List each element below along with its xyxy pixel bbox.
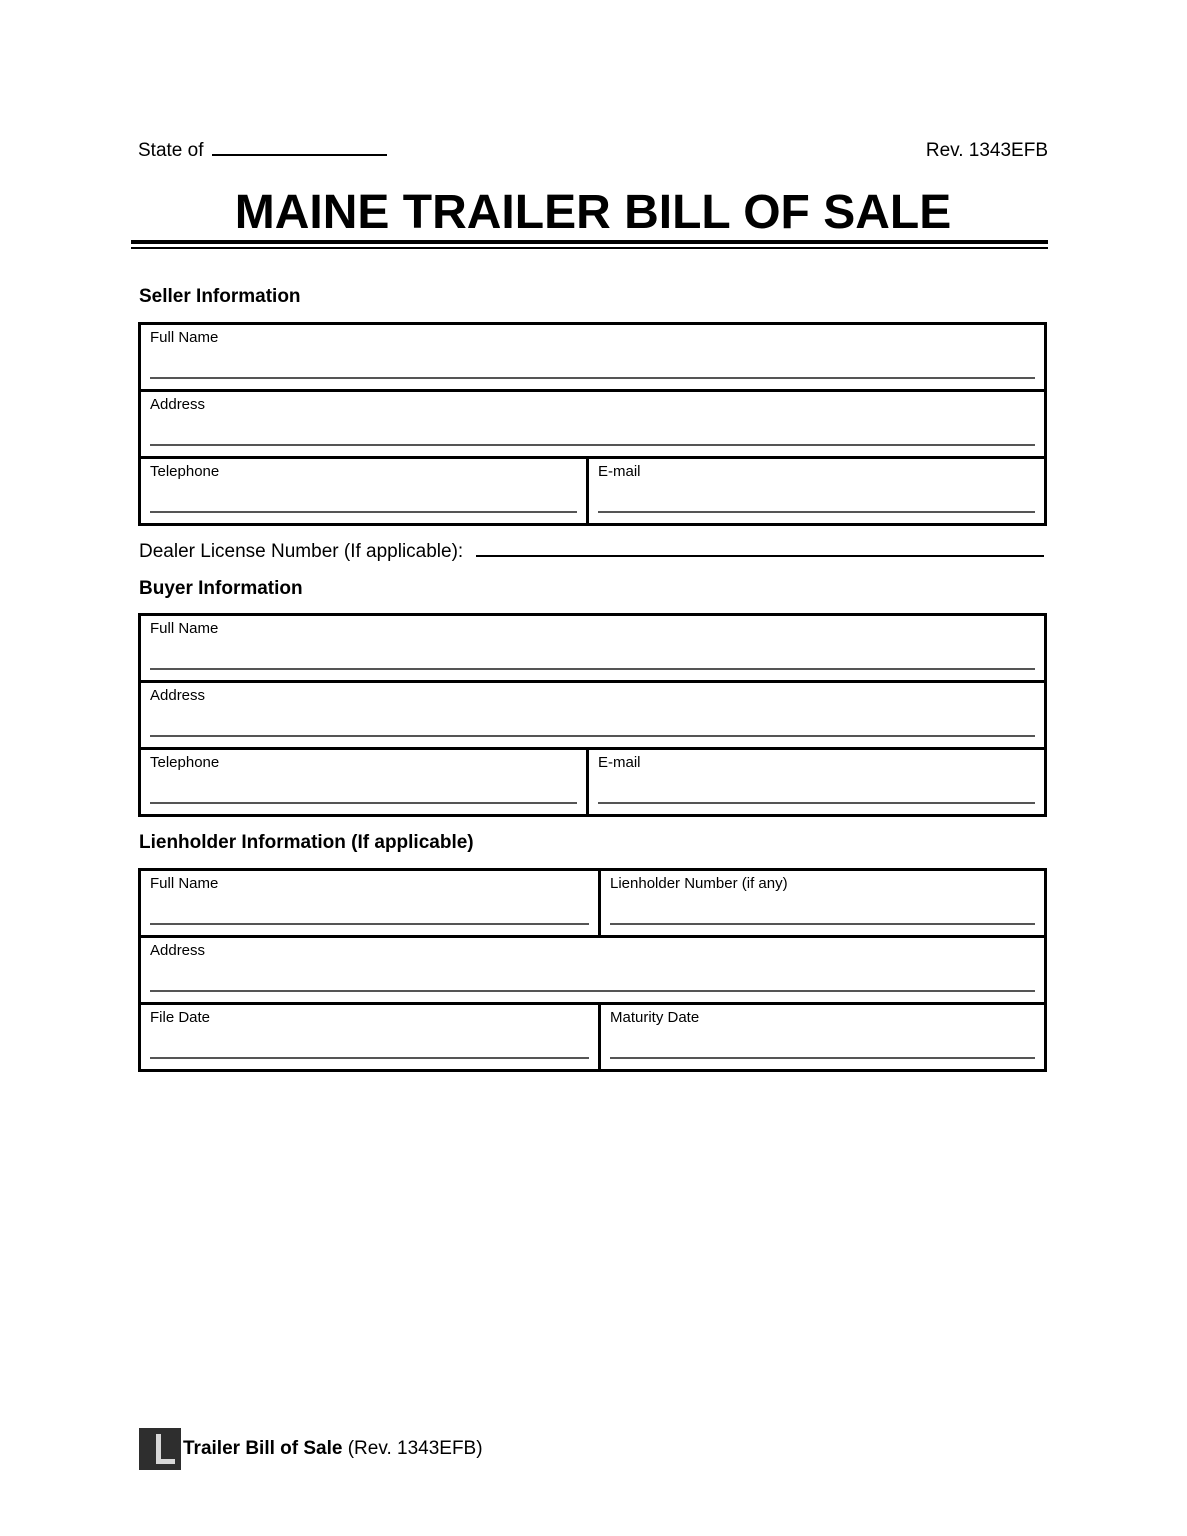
seller-information-table: [138, 322, 1047, 526]
legal-templates-logo-icon: [139, 1428, 181, 1470]
table-row: [141, 616, 1044, 683]
field-label: Telephone: [150, 754, 220, 771]
field-label: E-mail: [598, 754, 641, 771]
field-buyer-address[interactable]: [141, 683, 1044, 747]
field-lienholder-file-date[interactable]: [141, 1005, 598, 1069]
field-write-line[interactable]: [150, 444, 1035, 446]
field-label: Maturity Date: [610, 1009, 700, 1026]
section-heading-buyer: Buyer Information: [139, 578, 303, 599]
page-title: MAINE TRAILER BILL OF SALE: [234, 186, 952, 239]
page-footer: [139, 1428, 483, 1470]
field-label: Full Name: [150, 875, 219, 892]
table-row: [141, 325, 1044, 392]
field-write-line[interactable]: [610, 923, 1035, 925]
field-buyer-full-name[interactable]: [141, 616, 1044, 680]
field-label: Full Name: [150, 620, 219, 637]
field-seller-full-name[interactable]: [141, 325, 1044, 389]
field-buyer-email[interactable]: [586, 750, 1044, 814]
table-row: [141, 938, 1044, 1005]
dealer-license-label: Dealer License Number (If applicable):: [139, 541, 464, 562]
field-write-line[interactable]: [150, 511, 577, 513]
dealer-license-field: [139, 540, 1044, 563]
state-of-field: [138, 139, 387, 162]
field-write-line[interactable]: [610, 1057, 1035, 1059]
field-label: Address: [150, 687, 206, 704]
field-write-line[interactable]: [150, 802, 577, 804]
dealer-license-blank-line[interactable]: [476, 540, 1044, 557]
table-row: [141, 750, 1044, 814]
title-divider: [131, 240, 1048, 249]
field-seller-email[interactable]: [586, 459, 1044, 523]
field-seller-telephone[interactable]: [141, 459, 586, 523]
state-of-label: State of: [138, 140, 204, 161]
field-label: Address: [150, 942, 206, 959]
field-write-line[interactable]: [150, 1057, 589, 1059]
field-write-line[interactable]: [150, 735, 1035, 737]
field-write-line[interactable]: [150, 990, 1035, 992]
field-write-line[interactable]: [598, 802, 1035, 804]
table-row: [141, 392, 1044, 459]
field-lienholder-maturity-date[interactable]: [598, 1005, 1044, 1069]
logo-l-horizontal-stroke: [156, 1459, 175, 1464]
field-lienholder-full-name[interactable]: [141, 871, 598, 935]
field-label: Address: [150, 396, 206, 413]
footer-document-title: Trailer Bill of Sale: [183, 1438, 343, 1459]
table-row: [141, 1005, 1044, 1069]
table-row: [141, 683, 1044, 750]
field-seller-address[interactable]: [141, 392, 1044, 456]
document-header: [138, 139, 1048, 162]
field-write-line[interactable]: [150, 923, 589, 925]
field-label: File Date: [150, 1009, 211, 1026]
section-heading-lienholder: Lienholder Information (If applicable): [139, 832, 474, 853]
section-heading-seller: Seller Information: [139, 286, 301, 307]
state-of-blank-line[interactable]: [212, 139, 387, 156]
footer-revision: (Rev. 1343EFB): [347, 1438, 483, 1459]
table-row: [141, 871, 1044, 938]
field-write-line[interactable]: [150, 668, 1035, 670]
logo-l-glyph: [156, 1434, 175, 1464]
field-label: Full Name: [150, 329, 219, 346]
field-buyer-telephone[interactable]: [141, 750, 586, 814]
buyer-information-table: [138, 613, 1047, 817]
field-label: Telephone: [150, 463, 220, 480]
field-write-line[interactable]: [150, 377, 1035, 379]
title-divider-thin-rule: [131, 247, 1048, 249]
revision-code: Rev. 1343EFB: [925, 140, 1048, 161]
lienholder-information-table: [138, 868, 1047, 1072]
field-label: Lienholder Number (if any): [610, 875, 788, 892]
table-row: [141, 459, 1044, 523]
field-lienholder-number[interactable]: [598, 871, 1044, 935]
field-lienholder-address[interactable]: [141, 938, 1044, 1002]
field-write-line[interactable]: [598, 511, 1035, 513]
footer-caption: [183, 1438, 483, 1460]
field-label: E-mail: [598, 463, 641, 480]
